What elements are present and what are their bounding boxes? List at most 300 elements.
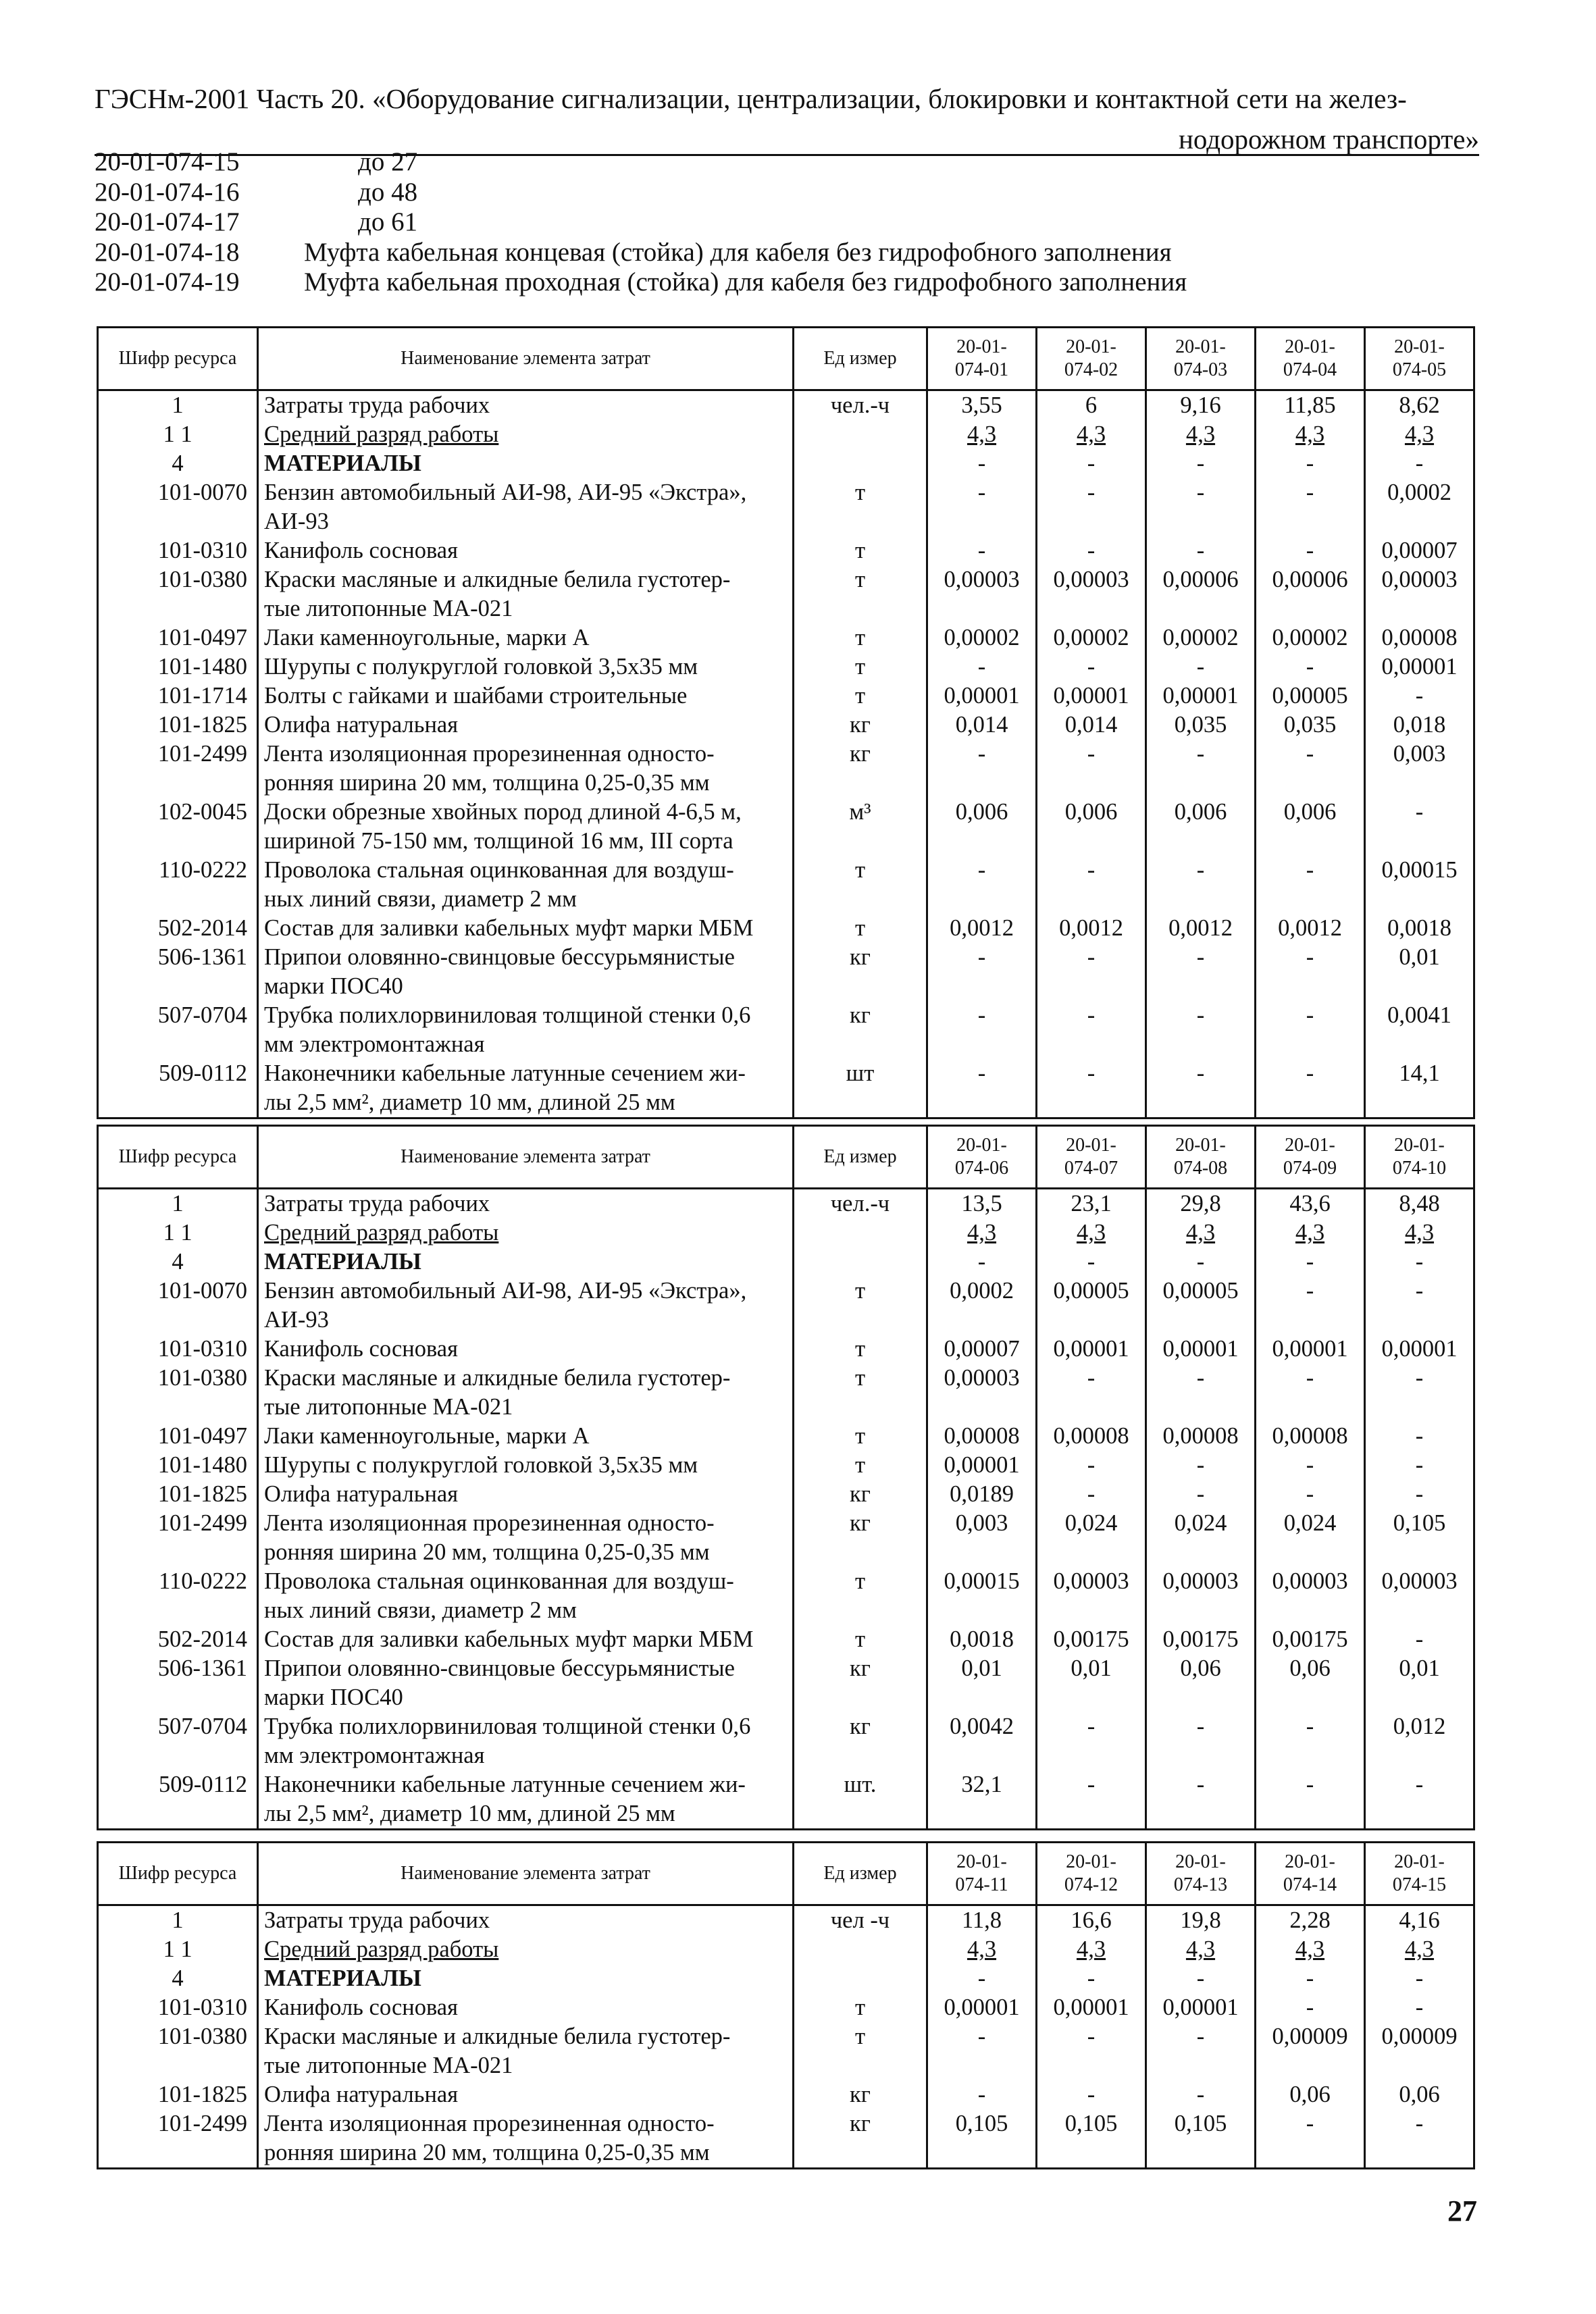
resource-value: 0,00006 xyxy=(1256,565,1365,623)
resource-unit: т xyxy=(794,1625,927,1654)
header-col: 20-01- 074-05 xyxy=(1365,328,1474,390)
resource-name: Краски масляные и алкидные белила густотер- тые литопонные МА-021 xyxy=(258,1364,794,1422)
resource-value: - xyxy=(1146,2080,1256,2109)
resource-value: - xyxy=(1365,1770,1474,1830)
resource-code: 101-1825 xyxy=(98,1480,258,1509)
resource-value: - xyxy=(1146,943,1256,1001)
resource-code: 101-0310 xyxy=(98,1993,258,2022)
table-row xyxy=(98,1905,1474,1936)
resource-value: - xyxy=(1037,478,1146,536)
resource-value: - xyxy=(1365,1480,1474,1509)
table-row xyxy=(98,420,1474,449)
resource-value: 0,0041 xyxy=(1365,1001,1474,1059)
resource-value: 4,3 xyxy=(1037,1218,1146,1248)
table-row xyxy=(98,1189,1474,1219)
resource-code: 4 xyxy=(98,1964,258,1993)
resource-value: 0,00002 xyxy=(1146,623,1256,652)
resource-value: - xyxy=(1256,740,1365,798)
resource-code: 101-1480 xyxy=(98,652,258,682)
resource-value: - xyxy=(1037,1059,1146,1119)
resource-value: 0,01 xyxy=(1365,943,1474,1001)
resource-value: - xyxy=(927,1059,1037,1119)
resource-value: 0,00003 xyxy=(1365,1567,1474,1625)
resource-value: 0,012 xyxy=(1365,1712,1474,1770)
resource-code: 1 1 xyxy=(98,420,258,449)
resource-value: - xyxy=(1256,856,1365,914)
resource-value: - xyxy=(1256,2109,1365,2169)
resource-value: 0,006 xyxy=(1146,798,1256,856)
resource-unit xyxy=(794,1935,927,1964)
resource-value: 0,01 xyxy=(1365,1654,1474,1712)
resource-value: 4,3 xyxy=(1365,420,1474,449)
resource-value: 23,1 xyxy=(1037,1189,1146,1219)
resource-value: 8,48 xyxy=(1365,1189,1474,1219)
header-col: 20-01- 074-03 xyxy=(1146,328,1256,390)
resource-unit: т xyxy=(794,914,927,943)
resource-value: 0,00001 xyxy=(1146,1335,1256,1364)
resource-value: 4,3 xyxy=(1146,1218,1256,1248)
table-row xyxy=(98,1248,1474,1277)
resource-code: 110-0222 xyxy=(98,1567,258,1625)
resource-value: 9,16 xyxy=(1146,390,1256,421)
resource-value: 0,00002 xyxy=(927,623,1037,652)
resource-value: 0,014 xyxy=(927,711,1037,740)
table-row xyxy=(98,565,1474,623)
resource-value: - xyxy=(1037,449,1146,478)
resource-value: 0,06 xyxy=(1256,1654,1365,1712)
resource-value: - xyxy=(1146,740,1256,798)
resource-name: Бензин автомобильный АИ-98, АИ-95 «Экстра», АИ-93 xyxy=(258,478,794,536)
intro-text: до 27 xyxy=(358,147,418,176)
resource-value: - xyxy=(1365,1625,1474,1654)
resource-value: 4,3 xyxy=(1146,420,1256,449)
resource-value: 13,5 xyxy=(927,1189,1037,1219)
resource-value: - xyxy=(927,856,1037,914)
resource-value: - xyxy=(1365,2109,1474,2169)
intro-code: 20-01-074-16 xyxy=(95,177,240,207)
resource-value: 0,00009 xyxy=(1256,2022,1365,2080)
resource-name: Затраты труда рабочих xyxy=(258,1905,794,1936)
resource-value: 0,00001 xyxy=(1365,652,1474,682)
resource-value: - xyxy=(1256,1480,1365,1509)
resource-value: 19,8 xyxy=(1146,1905,1256,1936)
resource-value: - xyxy=(1365,449,1474,478)
resource-value: 0,00008 xyxy=(927,1422,1037,1451)
resource-value: - xyxy=(1037,856,1146,914)
resource-code: 506-1361 xyxy=(98,1654,258,1712)
resource-value: - xyxy=(1256,1059,1365,1119)
resource-value: 4,3 xyxy=(927,1935,1037,1964)
resource-table-3 xyxy=(97,1841,1475,2169)
resource-value: 0,00003 xyxy=(1365,565,1474,623)
intro-text: до 61 xyxy=(358,207,418,236)
resource-name: Проволока стальная оцинкованная для воздуш- ных линий связи, диаметр 2 мм xyxy=(258,1567,794,1625)
resource-code: 509-0112 xyxy=(98,1770,258,1830)
table-row xyxy=(98,1059,1474,1119)
table-row xyxy=(98,914,1474,943)
resource-value: - xyxy=(927,478,1037,536)
resource-value: - xyxy=(1365,682,1474,711)
resource-value: 0,0189 xyxy=(927,1480,1037,1509)
resource-code: 101-1714 xyxy=(98,682,258,711)
resource-unit: кг xyxy=(794,1654,927,1712)
intro-code: 20-01-074-17 xyxy=(95,207,240,236)
resource-value: - xyxy=(1037,2022,1146,2080)
table-row xyxy=(98,2022,1474,2080)
resource-unit: шт xyxy=(794,1059,927,1119)
resource-name: Лаки каменноугольные, марки А xyxy=(258,1422,794,1451)
resource-name: Затраты труда рабочих xyxy=(258,1189,794,1219)
resource-value: - xyxy=(1256,1993,1365,2022)
intro-code: 20-01-074-18 xyxy=(95,237,240,267)
intro-text: Муфта кабельная проходная (стойка) для кабеля без гидрофобного заполнения xyxy=(304,267,1187,297)
header-col: 20-01- 074-12 xyxy=(1037,1843,1146,1905)
resource-value: 0,00175 xyxy=(1256,1625,1365,1654)
resource-code: 509-0112 xyxy=(98,1059,258,1119)
resource-code: 1 1 xyxy=(98,1935,258,1964)
table-row xyxy=(98,1422,1474,1451)
table-row xyxy=(98,1451,1474,1480)
table-row xyxy=(98,1480,1474,1509)
resource-unit xyxy=(794,1218,927,1248)
resource-value: 0,105 xyxy=(1146,2109,1256,2169)
resource-name: Припои оловянно-свинцовые бессурьмянистые марки ПОС40 xyxy=(258,1654,794,1712)
resource-code: 101-0310 xyxy=(98,536,258,565)
resource-value: 0,00001 xyxy=(1365,1335,1474,1364)
header-name: Наименование элемента затрат xyxy=(258,1843,794,1905)
table-row xyxy=(98,1001,1474,1059)
table-row xyxy=(98,798,1474,856)
resource-unit: т xyxy=(794,1451,927,1480)
resource-value: 0,00003 xyxy=(1037,565,1146,623)
resource-unit: кг xyxy=(794,1480,927,1509)
page-number: 27 xyxy=(1447,2194,1477,2228)
resource-name: Проволока стальная оцинкованная для воздуш- ных линий связи, диаметр 2 мм xyxy=(258,856,794,914)
resource-value: 0,00003 xyxy=(927,1364,1037,1422)
resource-value: - xyxy=(927,1001,1037,1059)
resource-value: - xyxy=(1037,1451,1146,1480)
resource-value: 0,06 xyxy=(1256,2080,1365,2109)
header-col: 20-01- 074-02 xyxy=(1037,328,1146,390)
resource-value: - xyxy=(1365,1993,1474,2022)
resource-code: 101-0380 xyxy=(98,1364,258,1422)
resource-value: - xyxy=(1146,1451,1256,1480)
header-col: 20-01- 074-15 xyxy=(1365,1843,1474,1905)
resource-value: - xyxy=(1146,2022,1256,2080)
resource-value: 0,00003 xyxy=(927,565,1037,623)
resource-unit: кг xyxy=(794,2080,927,2109)
resource-value: 0,00175 xyxy=(1037,1625,1146,1654)
resource-value: - xyxy=(1365,1451,1474,1480)
resource-value: 0,00001 xyxy=(1037,1335,1146,1364)
resource-name: Средний разряд работы xyxy=(258,420,794,449)
table-row xyxy=(98,711,1474,740)
resource-name: Трубка полихлорвиниловая толщиной стенки 0,6 мм электромонтажная xyxy=(258,1712,794,1770)
resource-name: Затраты труда рабочих xyxy=(258,390,794,421)
intro-item xyxy=(95,238,1513,268)
resource-name: Краски масляные и алкидные белила густотер- тые литопонные МА-021 xyxy=(258,2022,794,2080)
resource-code: 1 xyxy=(98,1189,258,1219)
resource-value: 0,01 xyxy=(1037,1654,1146,1712)
resource-value: - xyxy=(1146,449,1256,478)
resource-name: Состав для заливки кабельных муфт марки МБМ xyxy=(258,914,794,943)
resource-value: 4,3 xyxy=(1365,1935,1474,1964)
intro-item xyxy=(95,207,1513,238)
resource-unit: т xyxy=(794,478,927,536)
table-row xyxy=(98,449,1474,478)
table-header-row xyxy=(98,1843,1474,1905)
resource-unit: чел -ч xyxy=(794,1905,927,1936)
resource-value: 0,01 xyxy=(927,1654,1037,1712)
resource-value: 0,0012 xyxy=(1037,914,1146,943)
resource-value: 0,00003 xyxy=(1256,1567,1365,1625)
resource-name: Канифоль сосновая xyxy=(258,1335,794,1364)
resource-value: 0,00008 xyxy=(1037,1422,1146,1451)
resource-name: Средний разряд работы xyxy=(258,1218,794,1248)
resource-unit: т xyxy=(794,565,927,623)
resource-code: 101-0497 xyxy=(98,623,258,652)
header-col: 20-01- 074-09 xyxy=(1256,1126,1365,1189)
resource-value: 0,06 xyxy=(1365,2080,1474,2109)
header-line-1: ГЭСНм-2001 Часть 20. «Оборудование сигнализации, централизации, блокировки и контактной сети на желез- xyxy=(95,83,1407,114)
resource-value: - xyxy=(1037,1001,1146,1059)
table-row xyxy=(98,1625,1474,1654)
resource-value: - xyxy=(927,2080,1037,2109)
resource-unit xyxy=(794,420,927,449)
table-row xyxy=(98,478,1474,536)
resource-value: 0,00001 xyxy=(1037,682,1146,711)
resource-value: 4,3 xyxy=(1146,1935,1256,1964)
intro-list xyxy=(95,147,1513,298)
resource-value: 0,00008 xyxy=(1256,1422,1365,1451)
resource-value: 0,0002 xyxy=(927,1277,1037,1335)
resource-value: 43,6 xyxy=(1256,1189,1365,1219)
resource-value: - xyxy=(1256,1770,1365,1830)
table-row xyxy=(98,1567,1474,1625)
resource-value: 0,035 xyxy=(1256,711,1365,740)
intro-code: 20-01-074-15 xyxy=(95,147,240,176)
resource-name: Олифа натуральная xyxy=(258,1480,794,1509)
resource-value: - xyxy=(927,1248,1037,1277)
resource-value: 3,55 xyxy=(927,390,1037,421)
resource-name: Шурупы с полукруглой головкой 3,5х35 мм xyxy=(258,652,794,682)
resource-value: - xyxy=(1037,2080,1146,2109)
resource-value: - xyxy=(1146,1001,1256,1059)
resource-value: 32,1 xyxy=(927,1770,1037,1830)
intro-item xyxy=(95,267,1513,298)
resource-code: 502-2014 xyxy=(98,1625,258,1654)
resource-value: - xyxy=(1037,1712,1146,1770)
resource-table-1 xyxy=(97,326,1475,1119)
resource-unit: кг xyxy=(794,1001,927,1059)
resource-name: МАТЕРИАЛЫ xyxy=(258,1964,794,1993)
resource-value: 0,003 xyxy=(927,1509,1037,1567)
resource-value: 0,024 xyxy=(1146,1509,1256,1567)
header-col: 20-01- 074-10 xyxy=(1365,1126,1474,1189)
resource-value: 0,00007 xyxy=(927,1335,1037,1364)
resource-value: - xyxy=(927,652,1037,682)
resource-value: 0,0012 xyxy=(1146,914,1256,943)
resource-value: - xyxy=(927,2022,1037,2080)
resource-code: 101-0070 xyxy=(98,1277,258,1335)
resource-code: 101-0380 xyxy=(98,565,258,623)
table-row xyxy=(98,1964,1474,1993)
resource-value: 0,00005 xyxy=(1146,1277,1256,1335)
resource-name: Бензин автомобильный АИ-98, АИ-95 «Экстра», АИ-93 xyxy=(258,1277,794,1335)
resource-name: Лента изоляционная прорезиненная односто- ронняя ширина 20 мм, толщина 0,25-0,35 мм xyxy=(258,1509,794,1567)
resource-name: Доски обрезные хвойных пород длиной 4-6,5 м, шириной 75-150 мм, толщиной 16 мм, III сорта xyxy=(258,798,794,856)
resource-value: 4,3 xyxy=(1365,1218,1474,1248)
resource-value: - xyxy=(1365,1422,1474,1451)
resource-value: 0,105 xyxy=(927,2109,1037,2169)
resource-code: 101-0310 xyxy=(98,1335,258,1364)
intro-item xyxy=(95,178,1513,208)
resource-value: 0,00001 xyxy=(927,1451,1037,1480)
resource-value: 0,024 xyxy=(1256,1509,1365,1567)
table-row xyxy=(98,682,1474,711)
resource-value: - xyxy=(1037,536,1146,565)
resource-value: - xyxy=(1146,1964,1256,1993)
resource-value: 14,1 xyxy=(1365,1059,1474,1119)
resource-unit: шт. xyxy=(794,1770,927,1830)
resource-value: 0,035 xyxy=(1146,711,1256,740)
resource-value: - xyxy=(927,740,1037,798)
resource-unit: т xyxy=(794,1567,927,1625)
resource-name: МАТЕРИАЛЫ xyxy=(258,1248,794,1277)
resource-unit: т xyxy=(794,536,927,565)
resource-value: - xyxy=(1146,1248,1256,1277)
resource-value: 0,00001 xyxy=(1256,1335,1365,1364)
resource-unit: т xyxy=(794,1422,927,1451)
resource-code: 110-0222 xyxy=(98,856,258,914)
resource-value: 0,00005 xyxy=(1256,682,1365,711)
resource-value: 11,8 xyxy=(927,1905,1037,1936)
resource-value: 4,3 xyxy=(927,1218,1037,1248)
resource-unit: т xyxy=(794,652,927,682)
resource-value: 0,00003 xyxy=(1037,1567,1146,1625)
resource-unit: т xyxy=(794,856,927,914)
resource-value: - xyxy=(1256,1964,1365,1993)
resource-name: Болты с гайками и шайбами строительные xyxy=(258,682,794,711)
resource-code: 506-1361 xyxy=(98,943,258,1001)
resource-unit: т xyxy=(794,1364,927,1422)
table-header-row xyxy=(98,1126,1474,1189)
resource-value: - xyxy=(1037,740,1146,798)
table-row xyxy=(98,2080,1474,2109)
resource-code: 4 xyxy=(98,1248,258,1277)
resource-code: 101-1825 xyxy=(98,711,258,740)
resource-value: 8,62 xyxy=(1365,390,1474,421)
resource-value: 4,16 xyxy=(1365,1905,1474,1936)
resource-value: 0,00001 xyxy=(1037,1993,1146,2022)
header-line-2: нодорожном транспорте» xyxy=(1178,124,1479,155)
resource-value: - xyxy=(1037,1480,1146,1509)
resource-value: 0,00002 xyxy=(1256,623,1365,652)
resource-value: 0,00007 xyxy=(1365,536,1474,565)
resource-value: - xyxy=(1365,798,1474,856)
resource-value: 0,00002 xyxy=(1037,623,1146,652)
intro-text: до 48 xyxy=(358,177,418,207)
resource-value: - xyxy=(1146,1059,1256,1119)
resource-value: - xyxy=(927,1964,1037,1993)
resource-name: Канифоль сосновая xyxy=(258,1993,794,2022)
resource-value: - xyxy=(1037,1964,1146,1993)
resource-value: 0,00005 xyxy=(1037,1277,1146,1335)
resource-code: 507-0704 xyxy=(98,1712,258,1770)
resource-value: 2,28 xyxy=(1256,1905,1365,1936)
resource-value: 0,00175 xyxy=(1146,1625,1256,1654)
resource-value: - xyxy=(1037,652,1146,682)
resource-value: 0,00006 xyxy=(1146,565,1256,623)
resource-value: - xyxy=(927,536,1037,565)
resource-unit: чел.-ч xyxy=(794,1189,927,1219)
resource-value: 4,3 xyxy=(1037,420,1146,449)
table-row xyxy=(98,1277,1474,1335)
resource-value: 0,024 xyxy=(1037,1509,1146,1567)
resource-value: 11,85 xyxy=(1256,390,1365,421)
header-col: 20-01- 074-07 xyxy=(1037,1126,1146,1189)
resource-value: 0,003 xyxy=(1365,740,1474,798)
resource-value: 0,105 xyxy=(1365,1509,1474,1567)
resource-value: - xyxy=(1256,1712,1365,1770)
resource-unit: кг xyxy=(794,943,927,1001)
table-row xyxy=(98,1509,1474,1567)
resource-code: 101-1480 xyxy=(98,1451,258,1480)
table-row xyxy=(98,623,1474,652)
resource-value: - xyxy=(1256,536,1365,565)
resource-unit xyxy=(794,1964,927,1993)
resource-value: - xyxy=(1256,1001,1365,1059)
resource-code: 101-1825 xyxy=(98,2080,258,2109)
resource-unit: кг xyxy=(794,1712,927,1770)
resource-unit: т xyxy=(794,1993,927,2022)
resource-value: - xyxy=(1256,652,1365,682)
resource-value: - xyxy=(1256,449,1365,478)
resource-code: 101-0497 xyxy=(98,1422,258,1451)
resource-value: 4,3 xyxy=(1256,420,1365,449)
resource-value: - xyxy=(927,943,1037,1001)
resource-name: Олифа натуральная xyxy=(258,2080,794,2109)
resource-value: 4,3 xyxy=(1037,1935,1146,1964)
resource-value: 0,0002 xyxy=(1365,478,1474,536)
resource-value: 0,00015 xyxy=(1365,856,1474,914)
resource-code: 1 xyxy=(98,1905,258,1936)
resource-value: - xyxy=(1256,943,1365,1001)
resource-name: Состав для заливки кабельных муфт марки МБМ xyxy=(258,1625,794,1654)
resource-value: 29,8 xyxy=(1146,1189,1256,1219)
resource-value: - xyxy=(1365,1364,1474,1422)
header-unit: Ед измер xyxy=(794,328,927,390)
resource-value: - xyxy=(1146,652,1256,682)
resource-code: 101-2499 xyxy=(98,1509,258,1567)
resource-value: 0,06 xyxy=(1146,1654,1256,1712)
header-col: 20-01- 074-01 xyxy=(927,328,1037,390)
resource-value: - xyxy=(1037,943,1146,1001)
table-row xyxy=(98,1993,1474,2022)
table-row xyxy=(98,1770,1474,1830)
resource-value: - xyxy=(1365,1964,1474,1993)
table-row xyxy=(98,1654,1474,1712)
resource-value: 0,0012 xyxy=(1256,914,1365,943)
resource-value: - xyxy=(1037,1770,1146,1830)
header-col: 20-01- 074-04 xyxy=(1256,328,1365,390)
intro-code: 20-01-074-19 xyxy=(95,267,240,297)
resource-unit xyxy=(794,1248,927,1277)
table-header-row xyxy=(98,328,1474,390)
resource-value: 0,018 xyxy=(1365,711,1474,740)
table-row xyxy=(98,2109,1474,2169)
resource-value: 0,0018 xyxy=(927,1625,1037,1654)
